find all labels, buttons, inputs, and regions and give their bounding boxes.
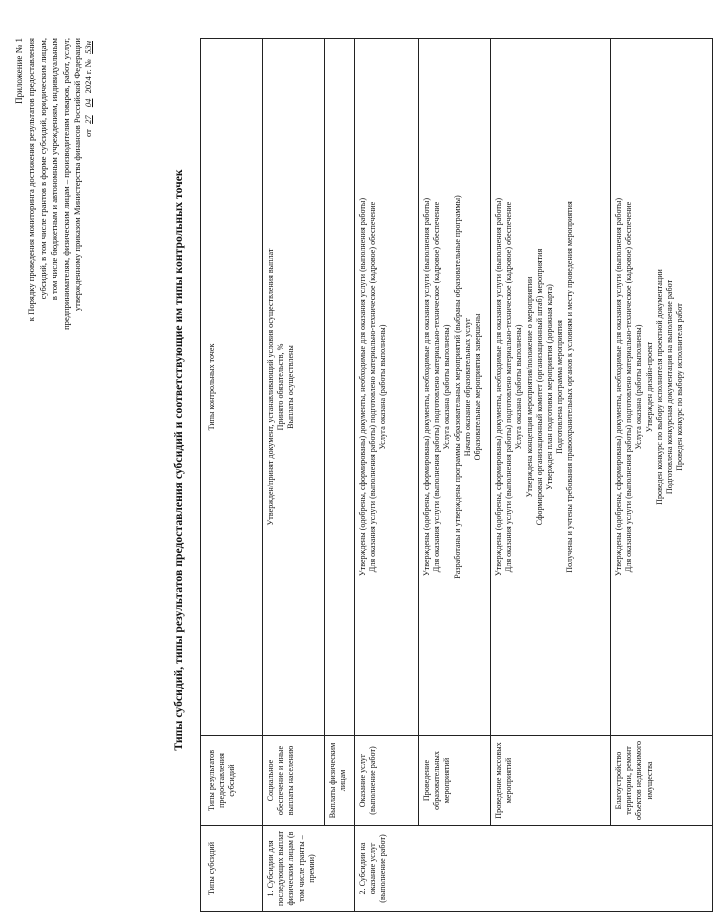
subsidies-table	[200, 38, 713, 912]
control-point-item: Для оказания услуги (выполнения работы) подготовлено материально-техническое (кадровое) обеспечение	[432, 201, 442, 573]
table-row	[491, 39, 611, 912]
control-point-item: Проведен конкурс по выбору исполнителя работ	[675, 303, 685, 471]
control-point-item: Образовательные мероприятия завершены	[473, 313, 483, 461]
control-point-item: Для оказания услуги (выполнения работы) подготовлено материально-техническое (кадровое) обеспечение	[504, 201, 514, 573]
date-prefix: от	[83, 129, 94, 138]
control-point-item: Принято обязательств, %	[276, 343, 286, 431]
appendix-number: Приложение № 1	[14, 38, 24, 104]
control-point-item: Утвержден/принят документ, устанавливающий условия осуществления выплат	[266, 248, 275, 526]
table-row	[355, 39, 419, 912]
control-point-item: Подготовлена программа мероприятия	[555, 320, 565, 454]
appendix-line: утвержденному приказом Министерства финансов Российской Федерации	[72, 38, 83, 312]
result-type-cell: Проведение массовых мероприятий	[491, 736, 611, 826]
result-type-cell: Выплаты физическим лицам	[325, 736, 355, 826]
control-point-item: Начато оказание образовательных услуг	[462, 317, 472, 457]
control-point-item: Получены и учтены требования правоохранительных органов к условиям и месту проведения мероприятия	[565, 201, 575, 573]
appendix-line: субсидий, в том числе грантов в форме субсидий, юридическим лицам,	[37, 38, 48, 300]
control-point-item: Утверждены (одобрены, сформированы) документы, необходимые для оказания услуги (выполнения работы)	[494, 197, 503, 577]
subsidy-type-cell: 2. Субсидии на оказание услуг (выполнение работ)	[355, 826, 713, 912]
table-row	[325, 39, 355, 912]
table-body	[263, 39, 713, 912]
control-point-item: Для оказания услуги (выполнения работы) подготовлено материально-техническое (кадровое) обеспечение	[624, 201, 634, 573]
header-subsidy-type: Типы субсидий	[201, 826, 263, 912]
control-points-cell	[491, 39, 611, 736]
control-points-cell	[355, 39, 419, 736]
control-point-item: Услуга оказана (работы выполнены)	[378, 324, 388, 450]
control-point-item: Разработаны и утверждены программы образовательных мероприятий (выбраны образовательные программы)	[452, 195, 462, 579]
result-type-cell: Благоустройство территории, ремонт объектов недвижимого имущества	[611, 736, 713, 826]
table-header-row	[201, 39, 263, 912]
control-point-item: Сформирован организационный комитет (организационный штаб) мероприятия	[534, 248, 544, 526]
table-row	[419, 39, 491, 912]
appendix-line: в том числе бюджетным и автономным учреждениям, индивидуальным	[49, 38, 60, 301]
control-points-cell	[325, 39, 355, 736]
control-point-item: Утверждены (одобрены, сформированы) документы, необходимые для оказания услуги (выполнения работы)	[358, 197, 367, 577]
control-point-item: Утверждена концепция мероприятия/положение о мероприятии	[524, 276, 534, 498]
control-point-item: Подготовлена конкурсная документация на выполнение работ	[665, 279, 675, 495]
control-point-item: Утвержден план подготовки мероприятия (дорожная карта)	[545, 284, 555, 490]
date-day: 27	[83, 115, 94, 124]
control-point-item: Утверждены (одобрены, сформированы) документы, необходимые для оказания услуги (выполнения работы)	[614, 197, 623, 577]
control-points-cell	[419, 39, 491, 736]
control-points-cell	[611, 39, 713, 736]
result-type-cell: Социальное обеспечение и иные выплаты населению	[263, 736, 325, 826]
order-number: 53н	[83, 41, 94, 54]
control-point-item: Выплаты осуществлены	[286, 345, 296, 429]
appendix-line: к Порядку проведения мониторинга достижения результатов предоставления	[26, 38, 37, 322]
appendix-date-line	[83, 38, 94, 598]
document-title: Типы субсидий, типы результатов предоставления субсидий и соответствующие им типы контрольных точек	[172, 169, 185, 751]
control-point-item: Утверждены (одобрены, сформированы) документы, необходимые для оказания услуги (выполнения работы)	[422, 197, 431, 577]
table-row	[263, 39, 325, 912]
date-year: 2024 г. №	[83, 59, 94, 94]
control-point-item: Услуга оказана (работы выполнены)	[634, 324, 644, 450]
result-type-cell: Оказание услуг (выполнение работ)	[355, 736, 419, 826]
control-point-item: Услуга оказана (работы выполнены)	[442, 324, 452, 450]
table-row	[611, 39, 713, 912]
control-point-item: Для оказания услуги (выполнения работы) подготовлено материально-техническое (кадровое) обеспечение	[368, 201, 378, 573]
control-point-item: Проведен конкурс по выбору исполнителя проектной документации	[654, 269, 664, 505]
control-point-item: Услуга оказана (работы выполнены)	[514, 324, 524, 450]
header-result-type: Типы результатов предоставления субсидий	[201, 736, 263, 826]
header-control-points: Типы контрольных точек	[201, 39, 263, 736]
appendix-line: предпринимателям, физическим лицам – производителям товаров, работ, услуг,	[60, 38, 71, 330]
control-point-item: Утвержден дизайн-проект	[644, 341, 654, 433]
control-points-cell	[263, 39, 325, 736]
result-type-cell: Проведение образовательных мероприятий	[419, 736, 491, 826]
date-month: 04	[83, 98, 94, 108]
subsidy-type-cell: 1. Субсидии для последующих выплат физическим лицам (в том числе гранты – премии)	[263, 826, 355, 912]
appendix-header	[14, 38, 95, 598]
